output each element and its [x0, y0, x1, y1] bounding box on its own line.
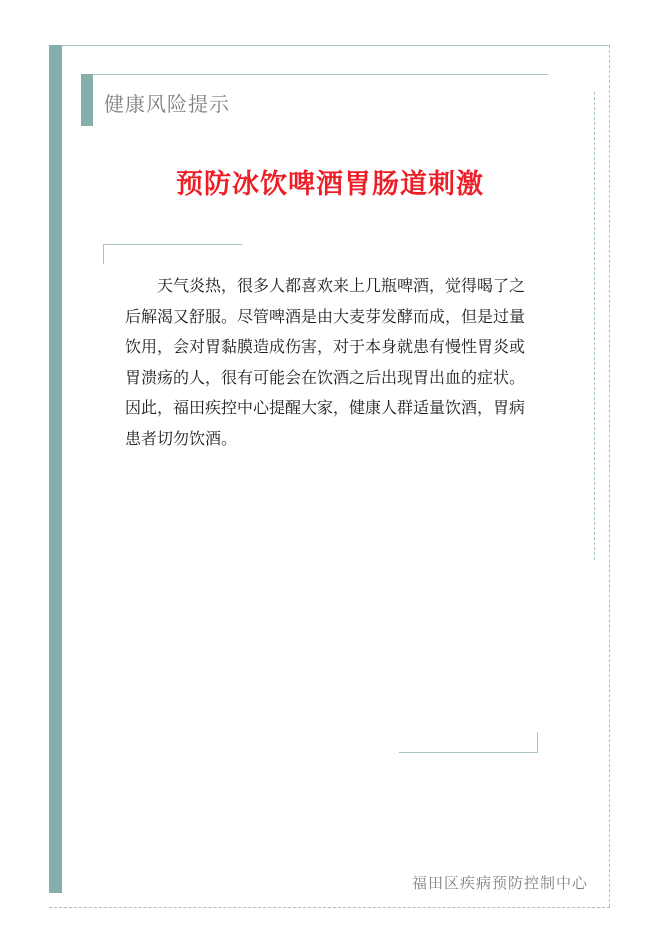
header-accent-block: [81, 74, 93, 126]
article-title: 预防冰饮啤酒胃肠道刺激: [176, 169, 484, 200]
bottom-right-bracket-horizontal: [399, 752, 538, 753]
section-label: 健康风险提示: [104, 92, 230, 116]
header-divider-line: [93, 74, 548, 75]
top-left-bracket-horizontal: [103, 244, 242, 245]
article-body: 天气炎热，很多人都喜欢来上几瓶啤酒，觉得喝了之后解渴又舒服。尽管啤酒是由大麦芽发酵而成，但是过量饮用，会对胃黏膜造成伤害，对于本身就患有慢性胃炎或胃溃疡的人，很有可能会在饮酒之后出现胃出血的症状。因此，福田疾控中心提醒大家，健康人群适量饮酒，胃病患者切勿饮酒。: [125, 276, 526, 448]
top-border-line: [62, 45, 610, 46]
footer-organization: 福田区疾病预防控制中心: [411, 874, 588, 892]
bottom-right-bracket-vertical: [537, 732, 538, 753]
bottom-dashed-border: [49, 907, 610, 908]
top-left-bracket-vertical: [103, 244, 104, 264]
